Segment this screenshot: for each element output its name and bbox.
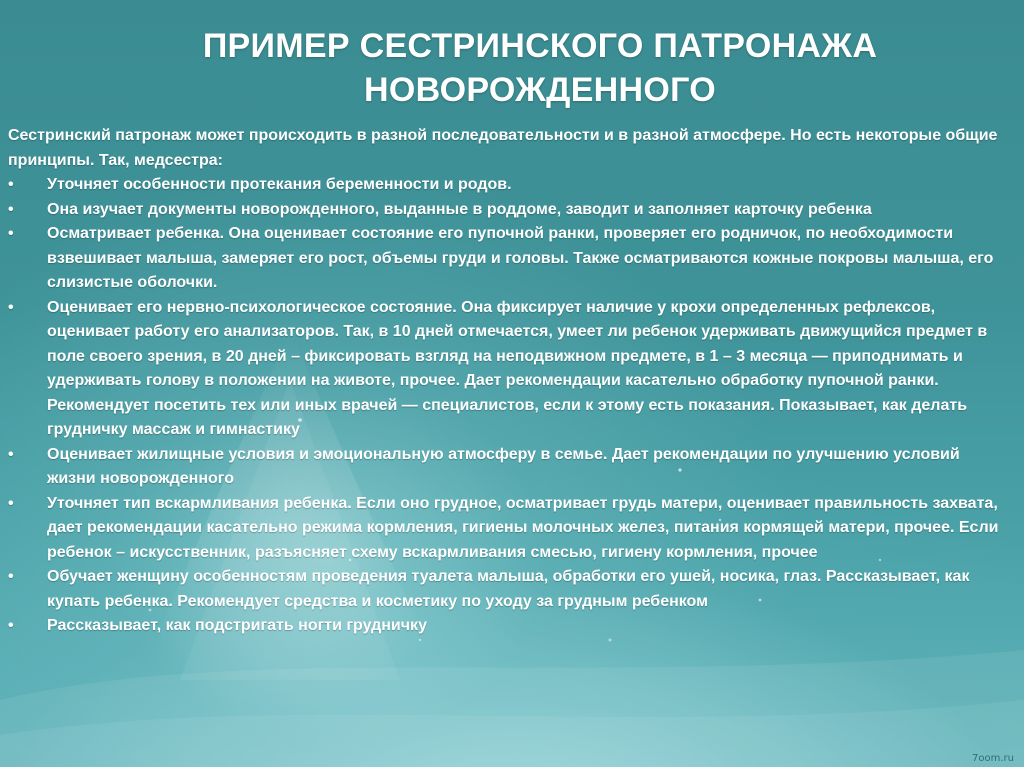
list-item [8, 614, 1008, 639]
intro-paragraph: Сестринский патронаж может происходить в разной последовательности и в разной атмосфере. Но есть некоторые общие принципы. Так, медсестра: [8, 127, 998, 169]
list-item-text: Осматривает ребенка. Она оценивает состояние его пупочной ранки, проверяет его родничок, по необходимости взвешивает малыша, замеряет его рост, объемы груди и головы. Также осматриваются кожные покровы малыша, его слизистые оболочки. [47, 225, 994, 291]
watermark: 7oom.ru [972, 753, 1014, 764]
list-item [8, 198, 1008, 223]
list-item [8, 565, 1008, 614]
list-item-text: Оценивает его нервно-психологическое состояние. Она фиксирует наличие у крохи определенных рефлексов, оценивает работу его анализаторов. Так, в 10 дней отмечается, умеет ли ребенок удерживать движущийся предмет в поле своего зрения, в 20 дней – фиксировать взгляд на неподвижном предмете, в 1 – 3 месяца — приподнимать и удерживать голову в положении на животе, прочее. Дает рекомендации касательно обработку пупочной ранки. Рекомендует посетить тех или иных врачей — специалистов, если к этому есть показания. Показывает, как делать грудничку массаж и гимнастику [47, 298, 988, 438]
list-item-text: Обучает женщину особенностям проведения туалета малыша, обработки его ушей, носика, глаз. Рассказывает, как купать ребенка. Рекомендует средства и косметику по уходу за грудным ребенком [47, 568, 970, 610]
bullet-icon: • [8, 200, 14, 218]
bullet-icon: • [8, 568, 14, 585]
list-item [8, 222, 1008, 296]
bullet-icon: • [8, 617, 14, 634]
bullet-icon: • [8, 176, 14, 193]
list-item-text: Оценивает жилищные условия и эмоциональную атмосферу в семье. Дает рекомендации по улучшению условий жизни новорожденного [47, 445, 960, 487]
bullet-icon: • [8, 298, 14, 316]
list-item-text: Уточняет тип вскармливания ребенка. Если оно грудное, осматривает грудь матери, оценивает правильность захвата, дает рекомендации касательно режима кормления, гигиены молочных желез, питания кормящей матери, прочее. Если ребенок – искусственник, разъясняет схему вскармливания смесью, гигиену кормления, прочее [47, 494, 999, 561]
list-item [8, 173, 1008, 198]
bullet-icon: • [8, 225, 14, 242]
list-item [8, 492, 1008, 566]
list-item-text: Она изучает документы новорожденного, выданные в роддоме, заводит и заполняет карточку ребенка [47, 200, 872, 218]
list-item [8, 443, 1008, 492]
slide-title [120, 24, 960, 112]
title-line-1: ПРИМЕР СЕСТРИНСКОГО ПАТРОНАЖА [202, 27, 878, 65]
bullet-icon: • [8, 494, 14, 512]
slide-body [8, 124, 1008, 639]
list-item [8, 296, 1008, 443]
list-item-text: Рассказывает, как подстригать ногти грудничку [47, 617, 427, 634]
bullet-icon: • [8, 445, 14, 463]
bullet-list [8, 173, 1008, 639]
list-item-text: Уточняет особенности протекания беременности и родов. [47, 176, 512, 193]
title-line-2: НОВОРОЖДЕННОГО [363, 71, 717, 109]
